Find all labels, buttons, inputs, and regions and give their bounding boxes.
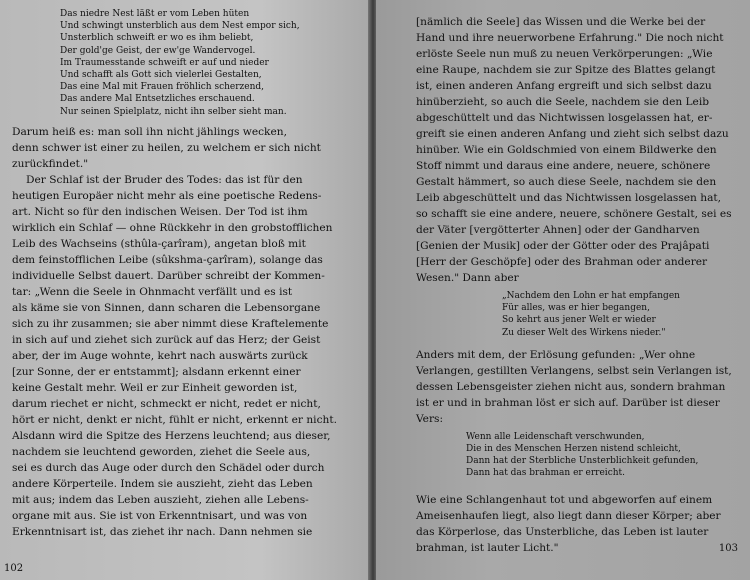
right-page-number: 103 <box>718 543 738 554</box>
verse-line: Zu dieser Welt des Wirkens nieder." <box>502 327 666 338</box>
left-page <box>0 0 372 580</box>
text-line: Verlangen, gestillten Verlangens, selbst sein Verlangen ist, <box>416 364 732 377</box>
left-verse-block <box>60 8 362 118</box>
text-line: dem feinstofflichen Leibe (sûkshma-çarîram), solange das <box>12 253 323 266</box>
text-line: der Väter [vergötterter Ahnen] oder der Gandharven <box>416 224 700 236</box>
right-page <box>376 0 750 580</box>
text-line: Gestalt hämmert, so auch diese Seele, nachdem sie den <box>416 176 717 188</box>
verse-line: „Nachdem den Lohn er hat empfangen <box>502 291 680 301</box>
verse-line: Und schafft als Gott sich vielerlei Gestalten, <box>60 69 262 80</box>
text-line: darum riechet er nicht, schmeckt er nicht, redet er nicht, <box>12 397 321 410</box>
text-line: [Herr der Geschöpfe] oder des Brahman oder anderer <box>416 256 708 268</box>
text-line: wirklich ein Schlaf — ohne Rückkehr in den grobstofflichen <box>12 221 333 234</box>
verse-line: Und schwingt unsterblich aus dem Nest empor sich, <box>60 21 300 32</box>
text-line: Alsdann wird die Spitze des Herzens leuchtend; aus dieser, <box>12 429 331 442</box>
verse-line: So kehrt aus jener Welt er wieder <box>502 315 656 326</box>
left-page-content <box>12 8 362 540</box>
left-page-number: 102 <box>4 563 24 574</box>
right-page-content <box>416 14 738 556</box>
text-line: greift sie einen anderen Anfang und zieht sich selbst dazu <box>416 128 729 140</box>
text-line: eine Raupe, nachdem sie zur Spitze des Blattes gelangt <box>416 64 716 76</box>
text-line: Ameisenhaufen liegt, also liegt dann dieser Körper; aber <box>416 509 721 522</box>
text-line: keine Gestalt mehr. Weil er zur Einheit geworden ist, <box>12 381 298 394</box>
text-line: heutigen Europäer nicht mehr als eine poetische Redens- <box>12 189 322 202</box>
text-line: andere Körperteile. Indem sie auszieht, zieht das Leben <box>12 477 313 490</box>
text-line: Erkenntnisart ist, das ziehet ihr nach. Dann nehmen sie <box>12 525 313 538</box>
text-line: organe mit aus. Sie ist von Erkenntnisart, und was von <box>12 509 308 522</box>
verse-line: Für alles, was er hier begangen, <box>502 303 650 314</box>
right-verse-block-1 <box>502 290 738 339</box>
text-line: Leib des Wachseins (sthûla-çarîram), angetan bloß mit <box>12 237 306 250</box>
text-line: denn schwer ist einer zu heilen, zu welchem er sich nicht <box>12 141 321 154</box>
text-line: dessen Lebensgeister ziehen nicht aus, sondern brahman <box>416 380 726 393</box>
text-line: individuelle Selbst dauert. Darüber schreibt der Kommen- <box>12 269 325 282</box>
verse-line: Unsterblich schweift er wo es ihm beliebt, <box>60 33 254 44</box>
text-line: brahman, ist lauter Licht." <box>416 541 559 554</box>
text-line: nachdem sie leuchtend geworden, ziehet die Seele aus, <box>12 445 311 458</box>
text-line: Anders mit dem, der Erlösung gefunden: „Wer ohne <box>416 348 696 361</box>
verse-line: Das andere Mal Entsetzliches erschauend. <box>60 94 255 105</box>
text-line: aber, der im Auge wohnte, kehrt nach auswärts zurück <box>12 349 308 362</box>
text-line: als käme sie von Sinnen, dann scharen die Lebensorgane <box>12 301 321 314</box>
text-line: ist er und in brahman löst er sich auf. Darüber ist dieser <box>416 396 720 409</box>
text-line: tar: „Wenn die Seele in Ohnmacht verfällt und es ist <box>12 285 293 298</box>
text-line: Wie eine Schlangenhaut tot und abgeworfen auf einem <box>416 493 713 506</box>
verse-line: Im Traumesstande schweift er auf und nieder <box>60 57 269 68</box>
verse-line: Dann hat der Sterbliche Unsterblichkeit gefunden, <box>466 456 699 467</box>
text-line: abgeschüttelt und das Nichtwissen losgelassen hat, er- <box>416 112 713 124</box>
right-prose-block-3 <box>416 492 738 556</box>
verse-line: Dann hat das brahman er erreicht. <box>466 468 626 479</box>
text-line: so schafft sie eine andere, neuere, schönere Gestalt, sei es <box>416 208 732 220</box>
text-line: [zur Sonne, der er entstammt]; alsdann erkennt einer <box>12 365 301 378</box>
text-line: sei es durch das Auge oder durch den Schädel oder durch <box>12 461 325 474</box>
verse-line: Das niedre Nest läßt er vom Leben hüten <box>60 9 250 19</box>
text-line: Hand und ihre neuerworbene Erfahrung." Die noch nicht <box>416 32 724 44</box>
verse-line: Wenn alle Leidenschaft verschwunden, <box>466 431 645 442</box>
verse-line: Der gold'ge Geist, der ew'ge Wandervogel. <box>60 45 256 56</box>
text-line: hört er nicht, denkt er nicht, fühlt er nicht, erkennt er nicht. <box>12 413 337 426</box>
right-verse-block-2 <box>466 431 738 480</box>
text-line: mit aus; indem das Leben auszieht, ziehen alle Lebens- <box>12 493 309 506</box>
text-line: [Genien der Musik] oder der Götter oder des Prajâpati <box>416 240 710 252</box>
right-prose-block-1 <box>416 14 738 286</box>
text-line: Der Schlaf ist der Bruder des Todes: das ist für den <box>26 173 303 186</box>
text-line: hinüberzieht, so auch die Seele, nachdem sie den Leib <box>416 96 709 108</box>
text-line: in sich auf und ziehet sich zurück auf das Herz; der Geist <box>12 333 321 346</box>
verse-line: Nur seinen Spielplatz, nicht ihn selber sieht man. <box>60 106 287 117</box>
text-line: art. Nicht so für den indischen Weisen. Der Tod ist ihm <box>12 205 308 218</box>
right-prose-block-2 <box>416 347 738 427</box>
left-prose-block <box>12 124 362 540</box>
text-line: Leib abgeschüttelt und das Nichtwissen losgelassen hat, <box>416 192 722 204</box>
text-line: zurückfindet." <box>12 157 89 170</box>
text-line: Stoff nimmt und daraus eine andere, neuere, schönere <box>416 160 711 172</box>
text-line: hinüber. Wie ein Goldschmied von einem Bildwerke den <box>416 144 717 156</box>
verse-line: Das eine Mal mit Frauen fröhlich scherzend, <box>60 82 265 93</box>
text-line: ist, einen anderen Anfang ergreift und sich selbst dazu <box>416 80 712 92</box>
text-line: [nämlich die Seele] das Wissen und die Werke bei der <box>416 16 706 28</box>
verse-line: Die in des Menschen Herzen nistend schleicht, <box>466 443 681 454</box>
text-line: sich zu ihr zusammen; sie aber nimmt diese Kraftelemente <box>12 317 329 330</box>
text-line: das Körperlose, das Unsterbliche, das Leben ist lauter <box>416 525 709 538</box>
text-line: Darum heiß es: man soll ihn nicht jählings wecken, <box>12 125 287 138</box>
text-line: Vers: <box>416 412 444 425</box>
text-line: Wesen." Dann aber <box>416 272 519 284</box>
text-line: erlöste Seele nun muß zu neuen Verkörperungen: „Wie <box>416 48 713 60</box>
